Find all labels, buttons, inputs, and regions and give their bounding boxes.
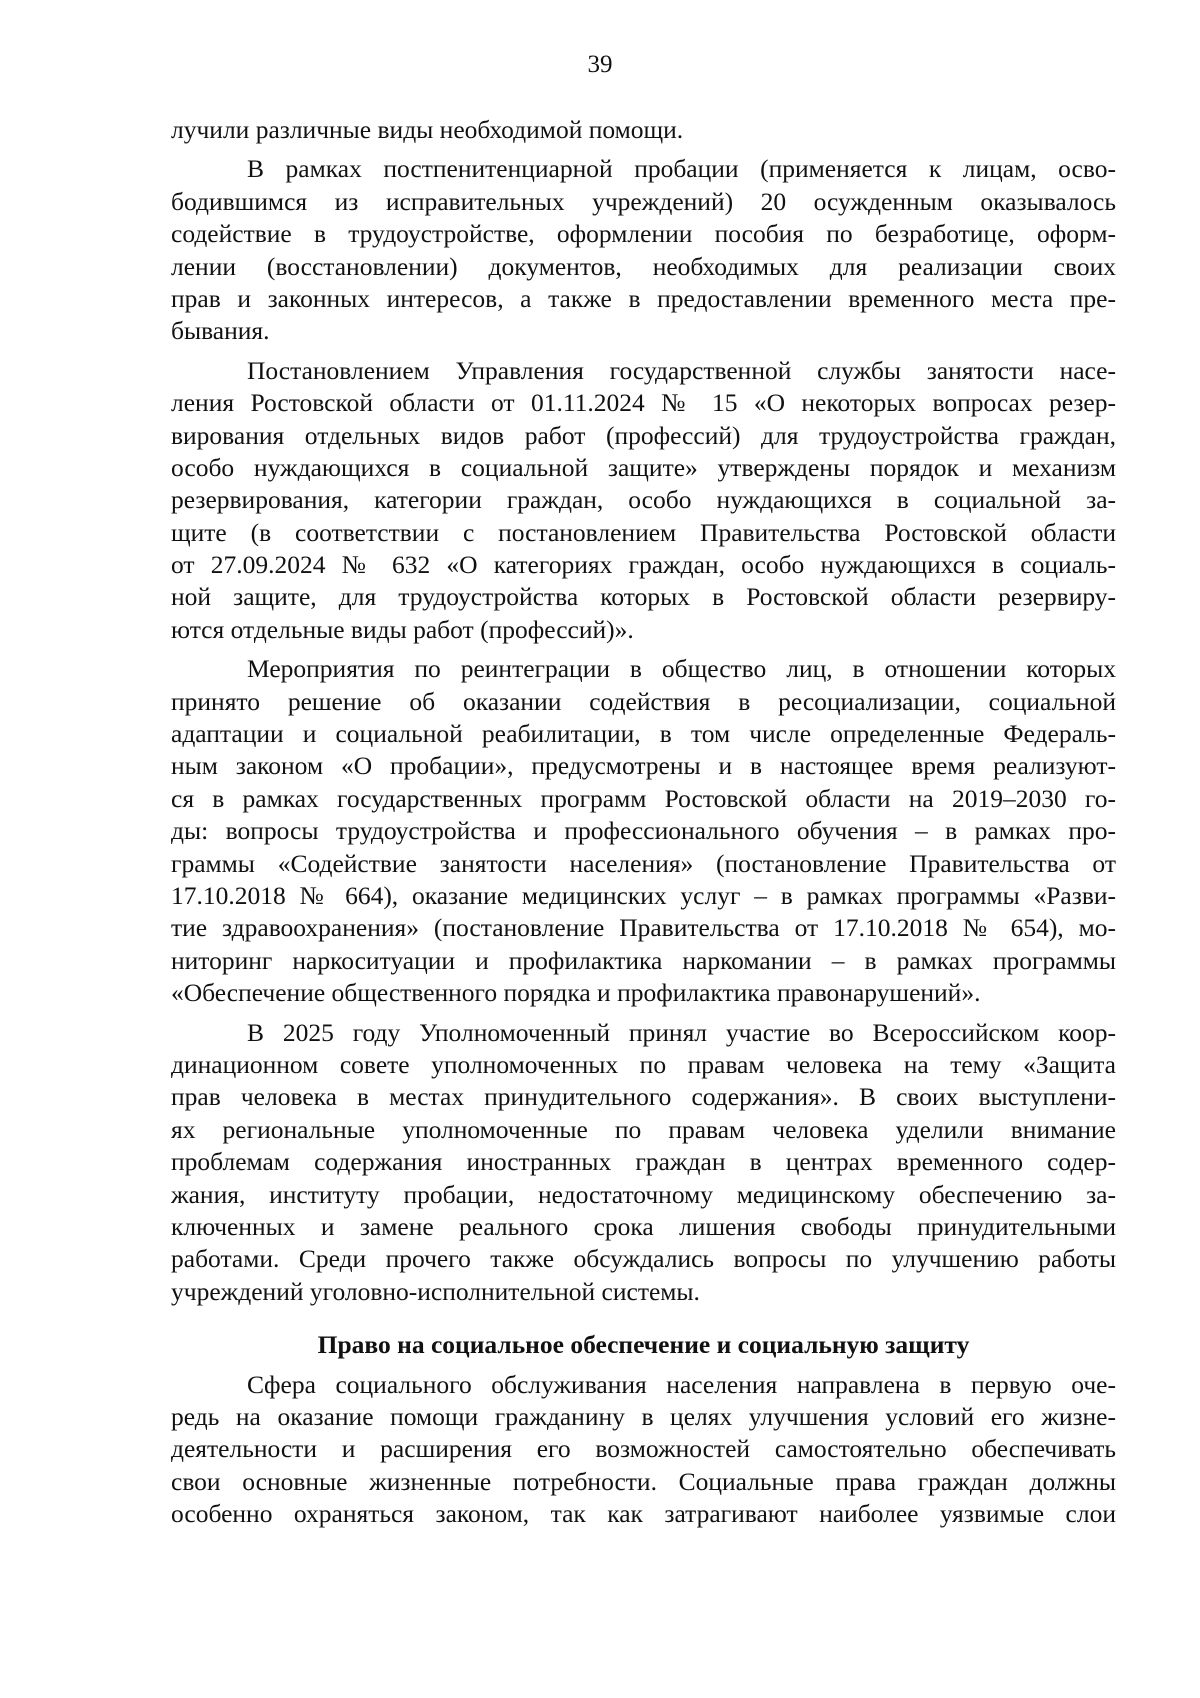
paragraph-reintegration-measures: [171, 653, 1116, 1009]
text-line: бывания.: [171, 316, 270, 346]
section-heading: Право на социальное обеспечение и социальную защиту: [317, 1330, 970, 1360]
text-line: редь на оказание помощи гражданину в целях улучшения условий его жизне-: [171, 1402, 1116, 1431]
text-line: ления Ростовской области от 01.11.2024 № 15 «О некоторых вопросах резер-: [171, 388, 1116, 418]
paragraph-continuation: [171, 114, 1116, 146]
text-line: ной защите, для трудоустройства которых в Ростовской области резервиру-: [171, 582, 1116, 612]
text-line: учреждений уголовно-исполнительной системы.: [171, 1276, 700, 1306]
text-line: 17.10.2018 № 664), оказание медицинских услуг – в рамках программы «Разви-: [171, 880, 1116, 910]
text-line: динационном совете уполномоченных по правам человека на тему «Защита: [171, 1049, 1116, 1079]
text-line: ются отдельные виды работ (профессий)».: [171, 614, 634, 644]
text-line: жания, институту пробации, недостаточному медицинскому обеспечению за-: [171, 1179, 1116, 1209]
text-line: особенно охраняться законом, так как затрагивают наиболее уязвимые слои: [171, 1499, 1116, 1529]
text-line: Мероприятия по реинтеграции в общество лиц, в отношении которых: [247, 654, 1116, 684]
text-line: тие здравоохранения» (постановление Правительства от 17.10.2018 № 654), мо-: [171, 913, 1116, 943]
text-line: прав человека в местах принудительного содержания». В своих выступлени-: [171, 1082, 1116, 1112]
text-line: В рамках постпенитенциарной пробации (применяется к лицам, осво-: [247, 154, 1116, 184]
paragraph-coordination-council: [171, 1017, 1116, 1309]
text-line: «Обеспечение общественного порядка и профилактика правонарушений».: [171, 978, 981, 1008]
text-line: лучили различные виды необходимой помощи.: [171, 115, 684, 144]
text-line: прав и законных интересов, а также в предоставлении временного места пре-: [171, 283, 1116, 313]
text-line: В 2025 году Уполномоченный принял участие во Всероссийском коор-: [247, 1017, 1116, 1047]
text-line: бодившимся из исправительных учреждений) 20 осужденным оказывалось: [171, 186, 1116, 216]
text-line: ным законом «О пробации», предусмотрены и в настоящее время реализуют-: [171, 751, 1116, 781]
document-body: [171, 114, 1116, 1538]
text-line: ключенных и замене реального срока лишения свободы принудительными: [171, 1211, 1116, 1241]
text-line: вирования отдельных видов работ (профессий) для трудоустройства граждан,: [171, 420, 1116, 450]
text-line: граммы «Содействие занятости населения» (постановление Правительства от: [171, 848, 1116, 878]
text-line: деятельности и расширения его возможностей самостоятельно обеспечивать: [171, 1434, 1116, 1464]
paragraph-postpenitentiary-probation: [171, 153, 1116, 347]
text-line: содействие в трудоустройстве, оформлении пособия по безработице, оформ-: [171, 219, 1116, 249]
text-line: особо нуждающихся в социальной защите» утверждены порядок и механизм: [171, 452, 1116, 482]
text-line: ях региональные уполномоченные по правам человека уделили внимание: [171, 1114, 1116, 1144]
text-line: адаптации и социальной реабилитации, в том числе определенные Федераль-: [171, 719, 1116, 749]
text-line: щите (в соответствии с постановлением Правительства Ростовской области: [171, 517, 1116, 547]
text-line: лении (восстановлении) документов, необходимых для реализации своих: [171, 251, 1116, 281]
text-line: Сфера социального обслуживания населения направлена в первую оче-: [247, 1369, 1116, 1399]
text-line: Постановлением Управления государственной службы занятости насе-: [247, 355, 1116, 385]
text-line: принято решение об оказании содействия в ресоциализации, социальной: [171, 686, 1116, 716]
text-line: ды: вопросы трудоустройства и профессионального обучения – в рамках про-: [171, 816, 1116, 846]
text-line: ниторинг наркоситуации и профилактика наркомании – в рамках программы: [171, 945, 1116, 975]
text-line: свои основные жизненные потребности. Социальные права граждан должны: [171, 1466, 1116, 1496]
paragraph-social-services: [171, 1369, 1116, 1531]
text-line: резервирования, категории граждан, особо нуждающихся в социальной за-: [171, 485, 1116, 515]
text-line: проблемам содержания иностранных граждан в центрах временного содер-: [171, 1147, 1116, 1177]
text-line: ся в рамках государственных программ Ростовской области на 2019–2030 го-: [171, 783, 1116, 813]
paragraph-employment-reservation: [171, 355, 1116, 647]
text-line: от 27.09.2024 № 632 «О категориях граждан, особо нуждающихся в социаль-: [171, 550, 1116, 580]
text-line: работами. Среди прочего также обсуждались вопросы по улучшению работы: [171, 1244, 1116, 1274]
page-number: 39: [587, 51, 613, 78]
